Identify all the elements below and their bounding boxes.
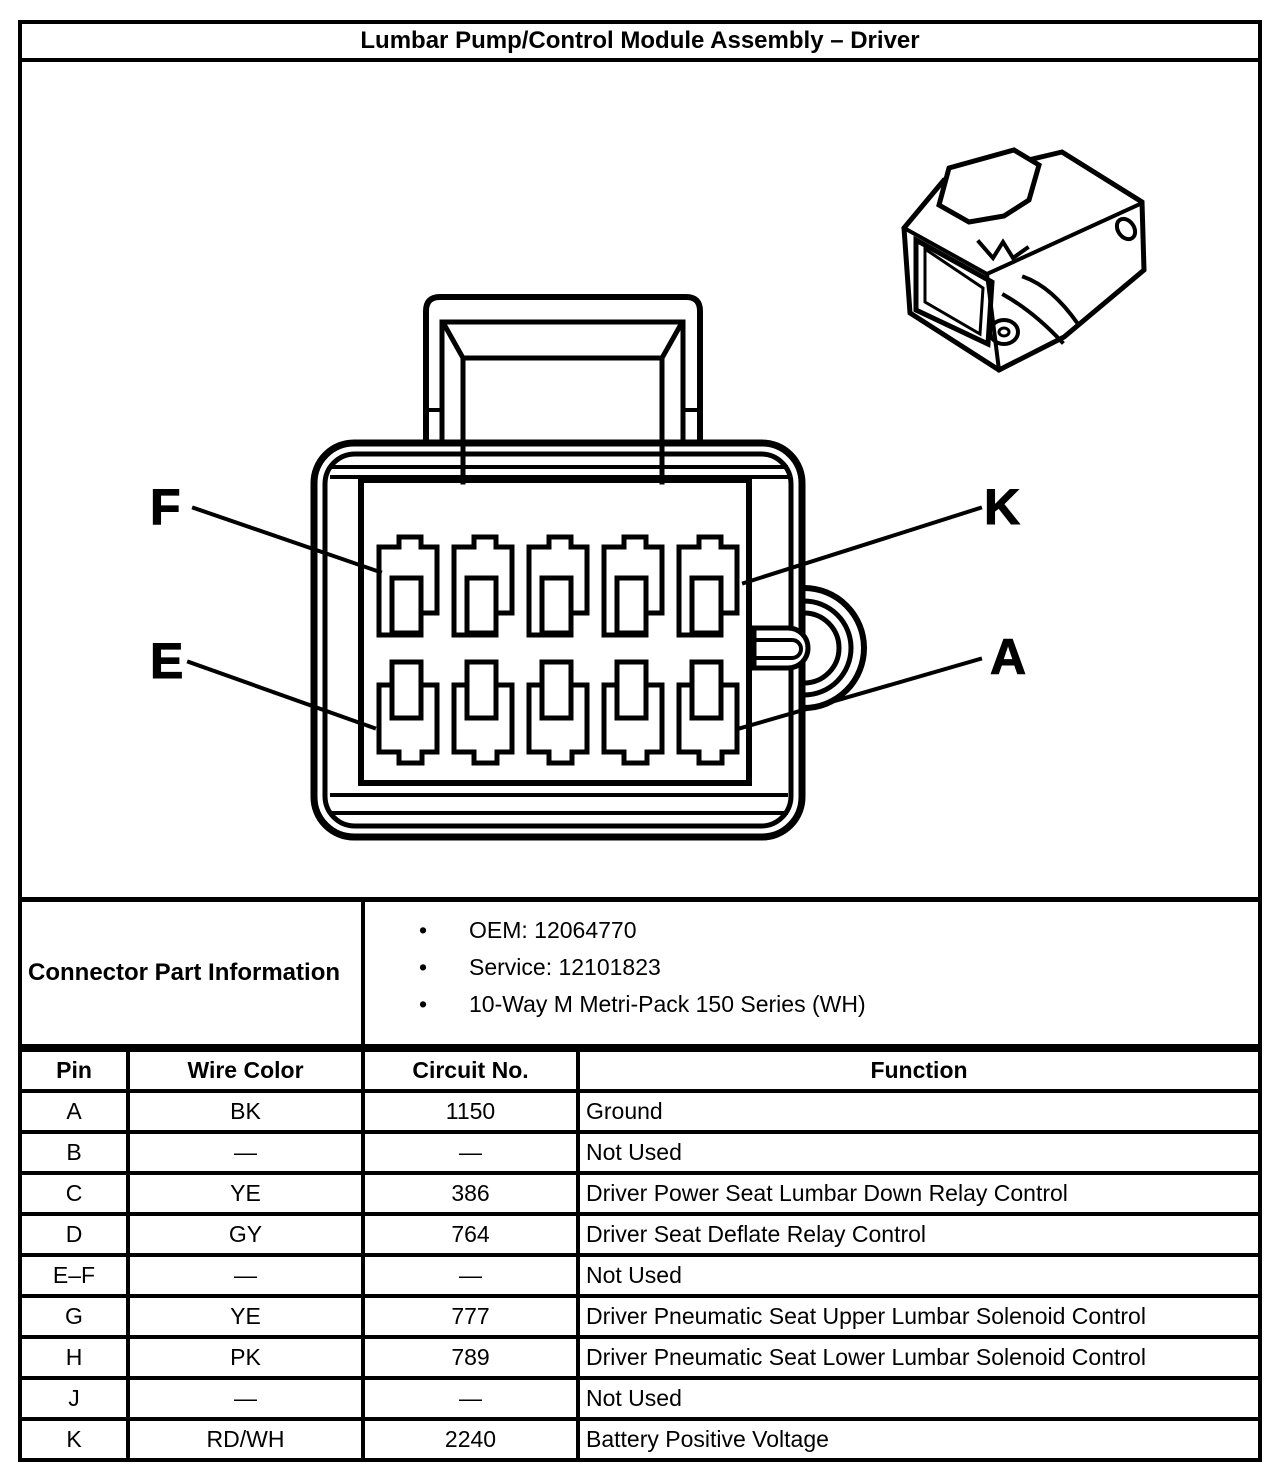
circuit-no-cell: 2240 bbox=[363, 1419, 578, 1460]
pin-cell: B bbox=[20, 1132, 128, 1173]
column-header: Pin bbox=[20, 1050, 128, 1091]
pin-table-header bbox=[20, 1050, 1260, 1091]
table-row bbox=[20, 1378, 1260, 1419]
function-cell: Not Used bbox=[578, 1132, 1260, 1173]
column-header: Circuit No. bbox=[363, 1050, 578, 1091]
table-row bbox=[20, 1255, 1260, 1296]
function-cell: Driver Seat Deflate Relay Control bbox=[578, 1214, 1260, 1255]
pin-label-e: E bbox=[150, 633, 184, 689]
wire-color-cell: — bbox=[128, 1255, 363, 1296]
leader-e bbox=[189, 662, 374, 728]
wire-color-cell: — bbox=[128, 1378, 363, 1419]
page-title: Lumbar Pump/Control Module Assembly – Driver bbox=[22, 24, 1258, 62]
pin-table bbox=[18, 1048, 1262, 1462]
leader-f bbox=[194, 508, 380, 572]
pin-cell: D bbox=[20, 1214, 128, 1255]
function-cell: Driver Pneumatic Seat Lower Lumbar Solenoid Control bbox=[578, 1337, 1260, 1378]
wire-color-cell: YE bbox=[128, 1296, 363, 1337]
table-header-row bbox=[20, 1050, 1260, 1091]
circuit-no-cell: 777 bbox=[363, 1296, 578, 1337]
bullet-icon: • bbox=[418, 954, 428, 980]
keyway-horseshoe bbox=[754, 588, 864, 708]
part-info-label: Connector Part Information bbox=[22, 902, 365, 1044]
pin-cell: K bbox=[20, 1419, 128, 1460]
circuit-no-cell: 789 bbox=[363, 1337, 578, 1378]
connector-sheet bbox=[18, 20, 1262, 1462]
part-info-bullet-list bbox=[365, 902, 1258, 1044]
column-header: Wire Color bbox=[128, 1050, 363, 1091]
wire-color-cell: GY bbox=[128, 1214, 363, 1255]
column-header: Function bbox=[578, 1050, 1260, 1091]
connector-diagram bbox=[22, 62, 1258, 902]
bullet-text: OEM: 12064770 bbox=[469, 917, 637, 943]
bullet-text: 10-Way M Metri-Pack 150 Series (WH) bbox=[469, 991, 866, 1017]
bullet-icon: • bbox=[418, 991, 428, 1017]
circuit-no-cell: — bbox=[363, 1378, 578, 1419]
pin-cell: E–F bbox=[20, 1255, 128, 1296]
connector-part-information-section bbox=[22, 902, 1258, 1048]
pin-label-a: A bbox=[990, 629, 1027, 685]
circuit-no-cell: 764 bbox=[363, 1214, 578, 1255]
table-row bbox=[20, 1132, 1260, 1173]
table-row bbox=[20, 1337, 1260, 1378]
pin-label-k: K bbox=[984, 479, 1021, 535]
connector-body bbox=[314, 443, 802, 837]
function-cell: Not Used bbox=[578, 1255, 1260, 1296]
table-row bbox=[20, 1419, 1260, 1460]
wire-color-cell: PK bbox=[128, 1337, 363, 1378]
function-cell: Battery Positive Voltage bbox=[578, 1419, 1260, 1460]
circuit-no-cell: 386 bbox=[363, 1173, 578, 1214]
wire-color-cell: RD/WH bbox=[128, 1419, 363, 1460]
pin-cell: C bbox=[20, 1173, 128, 1214]
pin-table-body bbox=[20, 1091, 1260, 1460]
function-cell: Ground bbox=[578, 1091, 1260, 1132]
pin-label-f: F bbox=[150, 479, 181, 535]
pin-cell: A bbox=[20, 1091, 128, 1132]
wire-color-cell: — bbox=[128, 1132, 363, 1173]
bullet-icon: • bbox=[418, 917, 428, 943]
part-info-bullet bbox=[365, 949, 1258, 986]
circuit-no-cell: — bbox=[363, 1132, 578, 1173]
pin-cavities-bottom-row bbox=[379, 662, 737, 763]
function-cell: Driver Power Seat Lumbar Down Relay Control bbox=[578, 1173, 1260, 1214]
wire-color-cell: YE bbox=[128, 1173, 363, 1214]
wire-color-cell: BK bbox=[128, 1091, 363, 1132]
part-info-bullet bbox=[365, 986, 1258, 1023]
circuit-no-cell: — bbox=[363, 1255, 578, 1296]
bullet-text: Service: 12101823 bbox=[469, 954, 661, 980]
leader-k bbox=[744, 508, 980, 583]
part-info-bullet bbox=[365, 912, 1258, 949]
connector-face-drawing bbox=[22, 62, 1258, 897]
table-row bbox=[20, 1091, 1260, 1132]
circuit-no-cell: 1150 bbox=[363, 1091, 578, 1132]
pin-cell: J bbox=[20, 1378, 128, 1419]
pin-cavities-top-row bbox=[379, 537, 737, 635]
pin-cell: H bbox=[20, 1337, 128, 1378]
function-cell: Driver Pneumatic Seat Upper Lumbar Solenoid Control bbox=[578, 1296, 1260, 1337]
table-row bbox=[20, 1296, 1260, 1337]
pin-cell: G bbox=[20, 1296, 128, 1337]
function-cell: Not Used bbox=[578, 1378, 1260, 1419]
table-row bbox=[20, 1214, 1260, 1255]
isometric-connector-sketch bbox=[904, 150, 1144, 370]
table-row bbox=[20, 1173, 1260, 1214]
